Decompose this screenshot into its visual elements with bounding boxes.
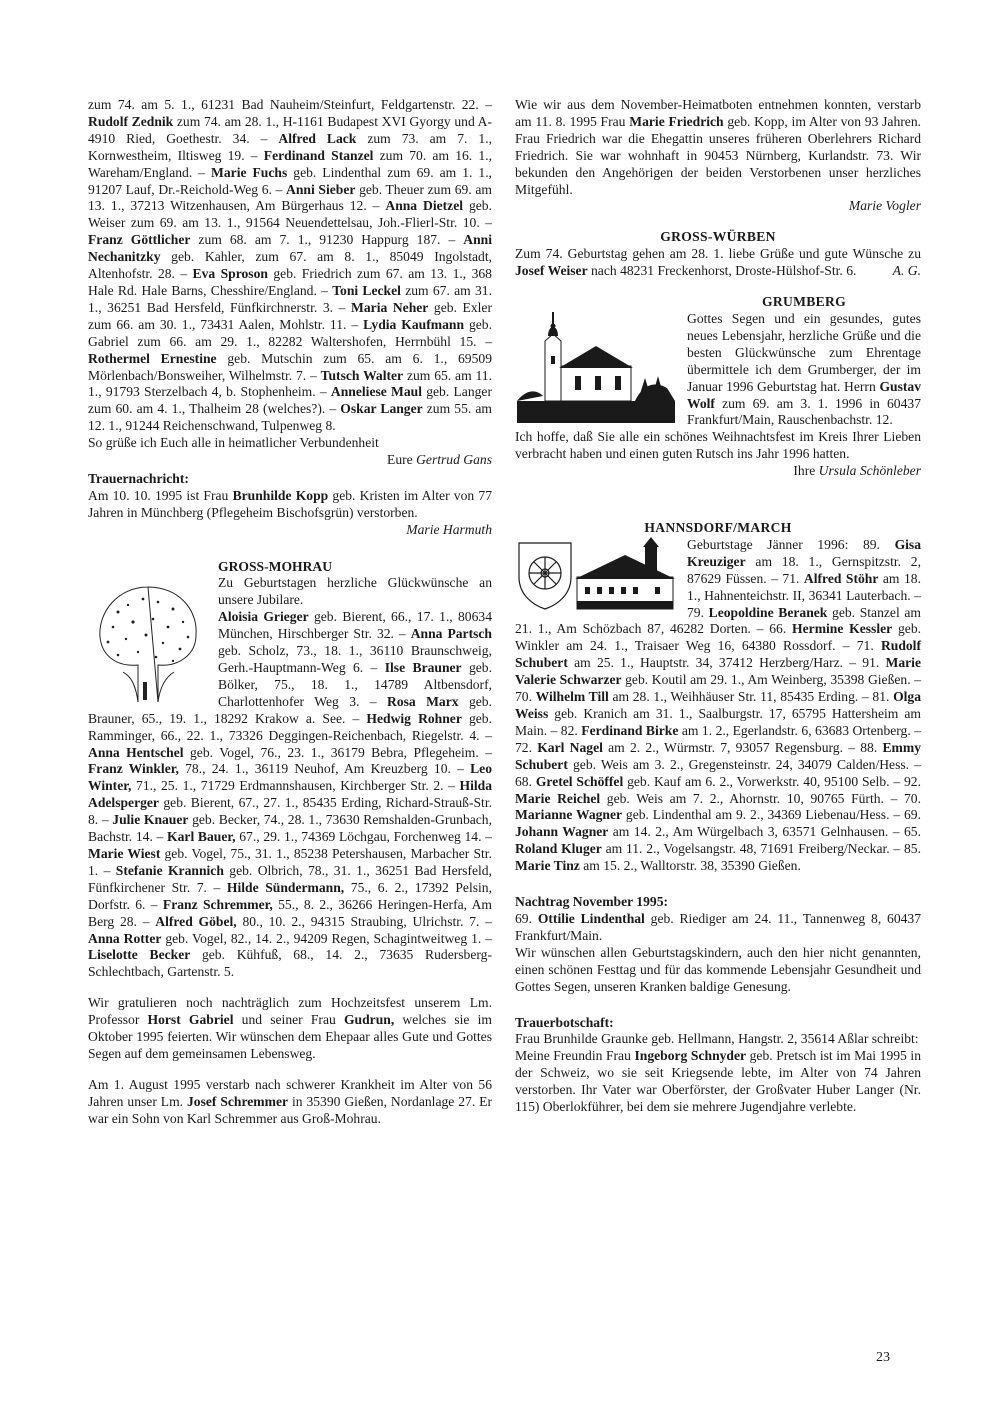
person-name: Leopoldine Beranek [708,604,828,620]
person-name: Alfred Stöhr [803,570,879,586]
person-name: Rudolf Zednik [88,113,174,129]
person-name: Anna Partsch [410,626,492,642]
greeting-line: So grüße ich Euch alle in heimatlicher Verbundenheit [88,435,379,451]
person-name: Rothermel Ernestine [88,350,217,366]
grumberg-signature [793,463,921,480]
person-name: Ilse Brauner [384,660,462,675]
trauerbotschaft-intro: Frau Brunhilde Graunke geb. Hellmann, Hangstr. 2, 35614 Aßlar schreibt: [515,1031,919,1047]
person-name: Gustav Wolf [687,378,921,411]
person-name: Leo Winter, [88,761,492,794]
person-name: Stefanie Krannich [115,862,224,878]
gross-wuerben-text [515,246,921,280]
person-name: Marie Wiest [88,845,161,861]
person-name: Anna Hentschel [88,744,184,760]
grumberg-signature-prefix: Ihre [793,463,819,479]
grumberg-greeting: Gottes Segen und ein gesundes, gutes neues Lebensjahr, herzliche Grüße und die besten Glückwünsche zum Ehrentage übermittele ich dem Grumberger, der im Januar 1996 Geburtstag hat. Herrn Gustav Wolf zum 69. am 3. 1. 1996 in 60437 Frankfurt/Main, Rauschenbachstr. 12. [687,310,921,428]
friedrich-notice-signature: Marie Vogler [848,198,921,214]
person-name: Julie Knauer [112,812,189,828]
mourning-text: Am 10. 10. 1995 ist Frau Brunhilde Kopp geb. Kristen im Alter von 77 Jahren in Münchberg (Pflegeheim Bischofsgrün) verstorben. [88,487,492,520]
death-notice: Am 1. August 1995 verstarb nach schwerer Krankheit im Alter von 56 Jahren unser Lm. Josef Schremmer in 35390 Gießen, Nordanlage 27. Er war ein Sohn von Karl Schremmer aus Groß-Mohrau. [88,1076,492,1126]
person-name: Alfred Lack [278,130,357,146]
person-name: Roland Kluger [515,841,602,857]
person-name: Rudolf Schubert [515,638,921,671]
person-name: Emmy Schubert [515,739,921,772]
person-name: Gudrun, [343,1012,395,1028]
hannsdorf-birthday-list: Geburtstage Jänner 1996: 89. Gisa Kreuziger am 18. 1., Gernspitzstr. 2, 87629 Füssen. – 71. Alfred Stöhr am 18. 1., Hahnenteichstr. II, 36341 Lauterbach. – 79. Leopoldine Beranek geb. Stanzel am 21. 1., Am Schözbach 87, 46282 Dorten. – 66. Hermine Kessler geb. Winkler am 24. 1., Traisaer Weg 16, 64380 Rossdorf. – 71. Rudolf Schubert am 25. 1., Hauptstr. 34, 37412 Herzberg/Harz. – 91. Marie Valerie Schwarzer geb. Koutil am 29. 1., Am Weinberg, 35398 Gießen. – 70. Wilhelm Till am 28. 1., Weihhäuser Str. 11, 85435 Erding. – 81. Olga Weiss geb. Kranich am 31. 1., Saalburgstr. 17, 65795 Hattersheim am Main. – 82. Ferdinand Birke am 1. 2., Egerlandstr. 6, 63683 Ortenberg. – 72. Karl Nagel am 2. 2., Würmstr. 7, 93057 Regensburg. – 88. Emmy Schubert geb. Weis am 3. 2., Gregensteinstr. 24, 34079 Calden/Hess. – 68. Gretel Schöffel geb. Kauf am 6. 2., Vorwerkstr. 40, 95100 Selb. – 92. Marie Reichel geb. Weis am 7. 2., Ahornstr. 10, 90765 Fürth. – 70. Marianne Wagner geb. Lindenthal am 9. 2., 34369 Liebenau/Hess. – 69. Johann Wagner am 14. 2., Am Würgelbach 3, 63571 Gelnhausen. – 65. Roland Kluger am 11. 2., Vogelsangstr. 48, 71691 Freiberg/Neckar. – 85. Marie Tinz am 15. 2., Walltorstr. 38, 35390 Gießen. [515,536,922,874]
mourning-signature: Marie Harmuth [406,521,492,537]
person-name: Wilhelm Till [535,689,609,705]
person-name: Horst Gabriel [147,1012,234,1028]
grumberg-signature-name: Ursula Schönleber [818,463,921,479]
person-name: Marie Valerie Schwarzer [515,655,921,688]
gross-mohrau-section [88,559,492,982]
person-name: Aloisia Grieger [218,609,309,625]
person-name: Lydia Kaufmann [363,316,464,332]
hannsdorf-illustration [515,537,677,611]
person-name: Josef Weiser [515,263,588,279]
person-name: Anna Rotter [88,930,162,946]
hannsdorf-section [515,520,921,875]
person-name: Ottilie Lindenthal [537,910,645,926]
person-name: Brunhilde Kopp [232,487,329,503]
birthday-list-continued: zum 74. am 5. 1., 61231 Bad Nauheim/Steinfurt, Feldgartenstr. 22. – Rudolf Zednik zum 74. am 28. 1., H-1161 Budapest XVI Gyorgy und A-4910 Ried, Goethestr. 34. – Alfred Lack zum 73. am 7. 1., Kornwestheim, Iltisweg 19. – Ferdinand Stanzel zum 70. am 16. 1., Wareham/England. – Marie Fuchs geb. Lindenthal zum 69. am 1. 1., 91207 Lauf, Dr.-Reichold-Weg 6. – Anni Sieber geb. Theuer zum 69. am 13. 1., 37213 Witzenhausen, Am Bürgerhaus 12. – Anna Dietzel geb. Weiser zum 69. am 13. 1., 91564 Neuendettelsau, Joh.-Flierl-Str. 10. – Franz Göttlicher zum 68. am 7. 1., 91230 Happurg 187. – Anni Nechanitzky geb. Kahler, zum 67. am 8. 1., 85049 Ingolstadt, Altenhofstr. 28. – Eva Sproson geb. Friedrich zum 67. am 13. 1., 368 Hale Rd. Hale Barns, Chesshire/England. – Toni Leckel zum 67. am 31. 1., 36251 Bad Hersfeld, Fünfkirchnerstr. 3. – Maria Neher geb. Exler zum 66. am 30. 1., 73431 Aalen, Mohlstr. 11. – Lydia Kaufmann geb. Gabriel zum 66. am 29. 1., 82282 Waltershofen, Herrnbühl 15. – Rothermel Ernestine geb. Mutschin zum 65. am 6. 1., 69509 Mörlenbach/Bonsweiher, Wilhelmstr. 7. – Tutsch Walter zum 65. am 11. 1., 91793 Sterzelbach 4, b. Stophenheim. – Anneliese Maul geb. Langer zum 60. am 4. 1., Thalheim 28 (welches?). – Oskar Langer zum 55. am 12. 1., 91244 Reichenschwand, Tulpenweg 8. [88,97,493,434]
person-name: Karl Bauer, [167,829,236,845]
coat-of-arms-icon [515,537,677,611]
person-name: Oskar Langer [340,401,423,417]
trauerbotschaft-heading: Trauerbotschaft: [515,1014,614,1030]
person-name: Karl Nagel [537,739,603,755]
person-name: Maria Neher [351,299,429,315]
tree-illustration [88,577,208,707]
church-icon [515,296,677,424]
person-name: Marie Reichel [515,790,601,806]
person-name: Franz Göttlicher [88,232,191,248]
gross-wuerben-signature: A. G. [892,263,921,279]
person-name: Hermine Kessler [792,621,893,637]
person-name: Franz Winkler, [88,761,179,777]
person-name: Franz Schremmer, [162,896,273,912]
right-column [515,97,921,1116]
gross-wuerben-birthday: Zum 74. Geburtstag gehen am 28. 1. liebe Grüße und gute Wünsche zu Josef Weiser nach 48231 Freckenhorst, Droste-Hülshof-Str. 6. [515,246,921,279]
person-name: Anna Dietzel [385,198,464,214]
person-name: Marie Friedrich [629,113,724,129]
grumberg-wish-text: Ich hoffe, daß Sie alle ein schönes Weihnachtsfest im Kreis Ihrer Lieben verbracht haben und einen guten Rutsch ins Jahr 1996 hatten. [515,429,921,462]
closing-wishes: Wir wünschen allen Geburtstagskindern, auch den hier nicht genannten, einen schönen Festtag und für das kommende Lebensjahr Gesundheit und Gottes Segen, unseren Kranken baldige Genesung. [515,944,921,994]
grumberg-wish [515,429,921,479]
person-name: Eva Sproson [192,266,268,282]
person-name: Ferdinand Birke [581,722,679,738]
person-name: Rosa Marx [387,693,459,709]
person-name: Hilde Sündermann, [226,879,345,895]
person-name: Olga Weiss [515,689,922,721]
friedrich-notice: Wie wir aus dem November-Heimatboten entnehmen konnten, verstarb am 11. 8. 1995 Frau Marie Friedrich geb. Kopp, im Alter von 93 Jahren. Frau Friedrich war die Ehegattin unseres früheren Oberlehrers Richard Friedrich. Sie war wohnhaft in 90453 Nürnberg, Kurlandstr. 73. Wir bekunden den Angehörigen der beiden Verstorbenen unser herzliches Mitgefühl. [515,97,922,197]
greeting-signature-name: Gertrud Gans [416,452,492,468]
nachtrag-heading: Nachtrag November 1995: [515,894,669,910]
tree-icon [88,577,208,707]
gross-mohrau-intro: Zu Geburtstagen herzliche Glückwünsche an unsere Jubilare. [218,575,492,608]
person-name: Marie Fuchs [211,164,288,180]
person-name: Anni Nechanitzky [88,232,492,265]
person-name: Johann Wagner [515,824,609,840]
person-name: Ferdinand Stanzel [263,147,374,163]
gross-mohrau-heading: GROSS-MOHRAU [218,558,333,574]
person-name: Gretel Schöffel [535,773,624,789]
greeting-signature-prefix: Eure [387,452,417,468]
wedding-greeting: Wir gratulieren noch nachträglich zum Hochzeitsfest unserem Lm. Professor Horst Gabriel und seiner Frau Gudrun, welches sie im Oktober 1995 feierten. Wir wünschen dem Ehepaar alles Gute und Gottes Segen auf dem gemeinsamen Lebensweg. [88,995,492,1061]
church-illustration [515,296,677,424]
hannsdorf-heading: HANNSDORF/MARCH [644,520,792,536]
person-name: Tutsch Walter [320,367,404,383]
grumberg-section [515,294,921,480]
person-name: Liselotte Becker [88,947,191,963]
gross-mohrau-birthday-list: Aloisia Grieger geb. Bierent, 66., 17. 1., 80634 München, Hirschberger Str. 32. – Anna Partsch geb. Scholz, 73., 18. 1., 36110 Braunschweig, Gerh.-Hauptmann-Weg 6. – Ilse Brauner geb. Bölker, 75., 18. 1., 14789 Altbensdorf, Charlottenhofer Weg 3. – Rosa Marx geb. Brauner, 65., 19. 1., 18292 Krakow a. See. – Hedwig Rohner geb. Ramminger, 66., 22. 1., 73326 Deggingen-Reichenbach, Riegelstr. 4. – Anna Hentschel geb. Vogel, 76., 23. 1., 36179 Bebra, Pflegeheim. – Franz Winkler, 78., 24. 1., 36119 Neuhof, Am Kreuzberg 10. – Leo Winter, 71., 25. 1., 71729 Erdmannshausen, Kirchberger Str. 2. – Hilda Adelsperger geb. Bierent, 67., 27. 1., 85435 Erding, Richard-Strauß-Str. 8. – Julie Knauer geb. Becker, 74., 28. 1., 73630 Remshalden-Grunbach, Bachstr. 14. – Karl Bauer, 67., 29. 1., 74369 Löchgau, Forchenweg 14. – Marie Wiest geb. Vogel, 75., 31. 1., 85238 Petershausen, Marbacher Str. 1. – Stefanie Krannich geb. Olbrich, 78., 31. 1., 36251 Bad Hersfeld, Fünfkirchener Str. 7. – Hilde Sündermann, 75., 6. 2., 17392 Pelsin, Dorfstr. 6. – Franz Schremmer, 55., 8. 2., 36266 Heringen-Herfa, Am Berg 28. – Alfred Göbel, 80., 10. 2., 94315 Straubing, Ulrichstr. 7. – Anna Rotter geb. Vogel, 82., 14. 2., 94209 Regen, Schagintweitweg 1. – Liselotte Becker geb. Kühfuß, 68., 14. 2., 73635 Rudersberg-Schlechtbach, Gartenstr. 5. [88,609,493,980]
person-name: Hilda Adelsperger [88,778,492,811]
person-name: Toni Leckel [332,282,401,298]
person-name: Gisa Kreuziger [687,536,921,569]
gross-wuerben-heading: GROSS-WÜRBEN [660,229,776,245]
person-name: Marianne Wagner [515,807,623,823]
person-name: Ingeborg Schnyder [634,1048,747,1064]
nachtrag-text: 69. Ottilie Lindenthal geb. Riediger am 24. 11., Tannenweg 8, 60437 Frankfurt/Main. [515,910,922,943]
person-name: Anni Sieber [286,181,356,197]
person-name: Josef Schremmer [186,1093,289,1109]
page-number: 23 [876,1350,890,1365]
person-name: Anneliese Maul [330,384,422,400]
trauerbotschaft-text: Meine Freundin Frau Ingeborg Schnyder geb. Pretsch ist im Mai 1995 in der Schweiz, wo sie seit Kriegsende lebte, im Alter von 74 Jahren verstorben. Ihr Vater war Oberförster, der Großvater Huber Langer (Nr. 115) Oberlokführer, bei dem sie mehrere Jugendjahre verlebte. [515,1048,922,1115]
left-column [88,97,492,1128]
mourning-heading: Trauernachricht: [88,470,189,486]
person-name: Marie Tinz [515,858,580,874]
person-name: Hedwig Rohner [366,710,462,726]
grumberg-heading: GRUMBERG [762,294,846,310]
person-name: Alfred Göbel, [155,913,237,929]
greeting-signature [88,452,492,469]
